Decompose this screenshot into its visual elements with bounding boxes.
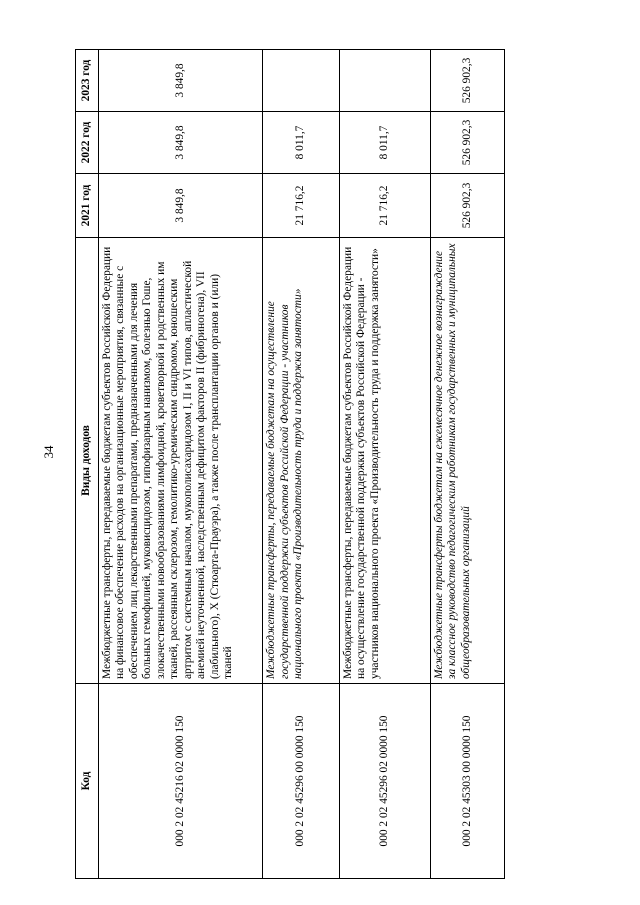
row-value-2021: 21 716,2 bbox=[340, 174, 431, 238]
header-year-2023: 2023 год bbox=[76, 50, 99, 112]
row-value-2021: 3 849,8 bbox=[99, 174, 263, 238]
row-code: 000 2 02 45303 00 0000 150 bbox=[430, 684, 504, 879]
row-value-2022: 526 902,3 bbox=[430, 112, 504, 174]
row-value-2021: 21 716,2 bbox=[263, 174, 340, 238]
revenue-table bbox=[75, 49, 505, 879]
revenue-table-container bbox=[75, 50, 505, 879]
row-value-2022: 3 849,8 bbox=[99, 112, 263, 174]
header-year-2021: 2021 год bbox=[76, 174, 99, 238]
header-name: Виды доходов bbox=[76, 238, 99, 684]
table-row bbox=[263, 50, 340, 879]
page-number: 34 bbox=[41, 445, 56, 459]
row-value-2023: 526 902,3 bbox=[430, 50, 504, 112]
row-name: Межбюджетные трансферты, передаваемые бюджетам субъектов Российской Федерации на финансовое обеспечение расходов на организационные мероприятия, связанные с обеспечением лиц лекарственными препаратами, предназначенными для лечения больных гемофилией, муковисцидозом, гипофизарным нанизмом, болезнью Гоше, злокачественными новообразованиями лимфоидной, кроветворной и родственных им тканей, рассеянным склерозом, гемолитико-уремическим синдромом, юношеским артритом с системным началом, мукополисахаридозом I, II и VI типов, апластической анемией неуточненной, наследственным дефицитом факторов II (фибриногена), VII (лабильного), X (Стюарта-Прауэра), а также после трансплантации органов и (или) тканей bbox=[99, 238, 263, 684]
table-header-row bbox=[76, 50, 99, 879]
table-row bbox=[99, 50, 263, 879]
table-row bbox=[340, 50, 431, 879]
row-name: Межбюджетные трансферты, передаваемые бюджетам субъектов Российской Федерации на осуществление государственной поддержки субъектов Российской Федерации - участников национального проекта «Производительность труда и поддержка занятости» bbox=[340, 238, 431, 684]
row-code: 000 2 02 45296 00 0000 150 bbox=[263, 684, 340, 879]
row-value-2023 bbox=[340, 50, 431, 112]
row-value-2023: 3 849,8 bbox=[99, 50, 263, 112]
header-year-2022: 2022 год bbox=[76, 112, 99, 174]
row-code: 000 2 02 45216 02 0000 150 bbox=[99, 684, 263, 879]
row-value-2023 bbox=[263, 50, 340, 112]
row-name: Межбюджетные трансферты, передаваемые бюджетам на осуществление государственной поддержки субъектов Российской Федерации - участников национального проекта «Производительность труда и поддержка занятости» bbox=[263, 238, 340, 684]
row-value-2021: 526 902,3 bbox=[430, 174, 504, 238]
row-value-2022: 8 011,7 bbox=[263, 112, 340, 174]
table-row bbox=[430, 50, 504, 879]
row-value-2022: 8 011,7 bbox=[340, 112, 431, 174]
row-code: 000 2 02 45296 02 0000 150 bbox=[340, 684, 431, 879]
row-name: Межбюджетные трансферты бюджетам на ежемесячное денежное вознаграждение за классное руководство педагогическим работникам государственных и муниципальных общеобразовательных организаций bbox=[430, 238, 504, 684]
header-code: Код bbox=[76, 684, 99, 879]
